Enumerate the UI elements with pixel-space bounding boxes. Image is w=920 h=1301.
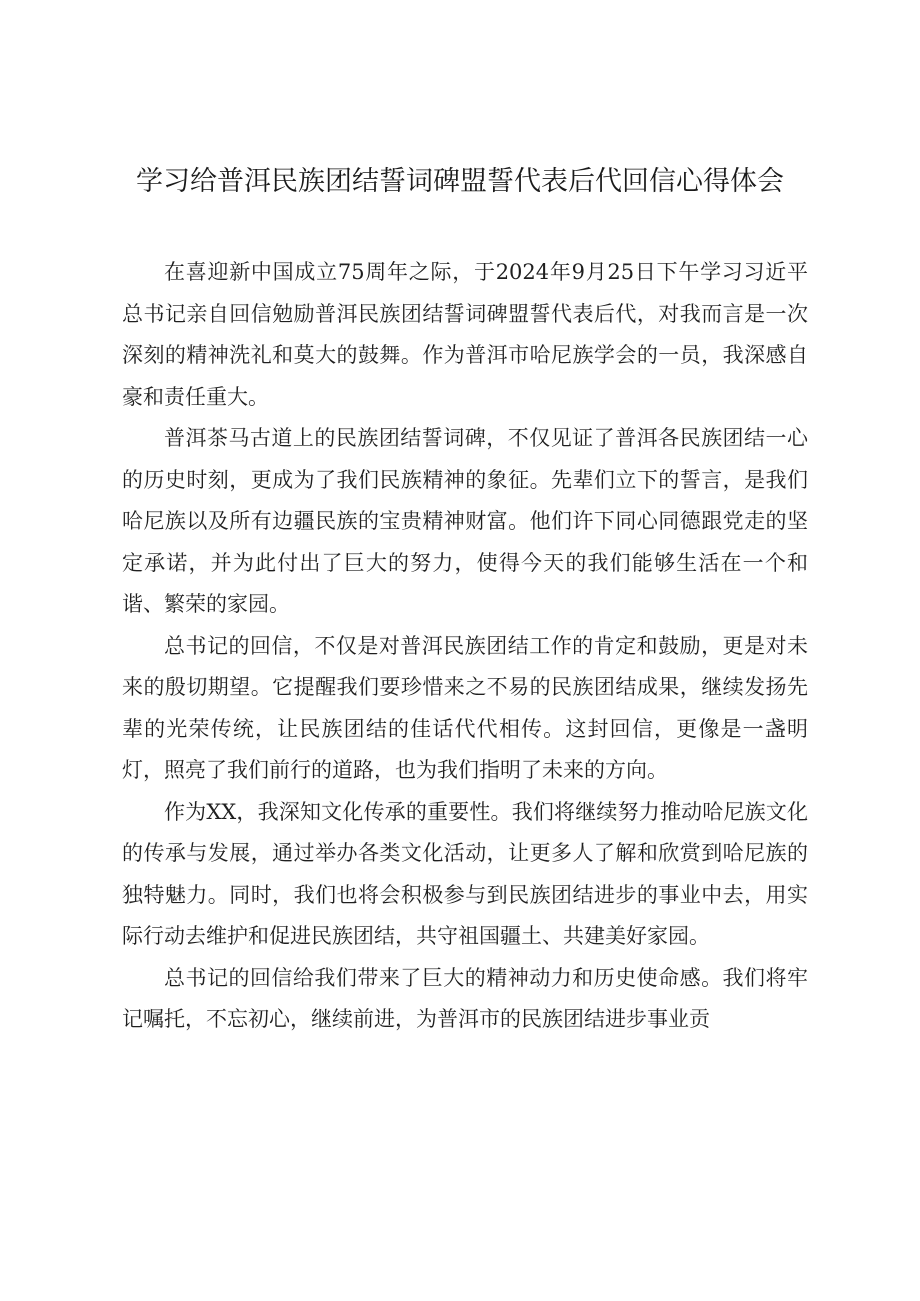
paragraph-5: 总书记的回信给我们带来了巨大的精神动力和历史使命感。我们将牢记嘱托，不忘初心，继续前进，为普洱市的民族团结进步事业贡 bbox=[122, 965, 808, 1031]
document-title: 学习给普洱民族团结誓词碑盟誓代表后代回信心得体会 bbox=[136, 166, 784, 197]
paragraph-3: 总书记的回信，不仅是对普洱民族团结工作的肯定和鼓励，更是对未来的殷切期望。它提醒我们要珍惜来之不易的民族团结成果，继续发扬先辈的光荣传统，让民族团结的佳话代代相传。这封回信，更像是一盏明灯，照亮了我们前行的道路，也为我们指明了未来的方向。 bbox=[122, 633, 808, 782]
paragraph-4: 作为XX，我深知文化传承的重要性。我们将继续努力推动哈尼族文化的传承与发展，通过举办各类文化活动，让更多人了解和欣赏到哈尼族的独特魅力。同时，我们也将会积极参与到民族团结进步的事业中去，用实际行动去维护和促进民族团结，共守祖国疆土、共建美好家园。 bbox=[122, 799, 808, 948]
document-body bbox=[122, 252, 808, 1041]
paragraph-1: 在喜迎新中国成立75周年之际，于2024年9月25日下午学习习近平总书记亲自回信勉励普洱民族团结誓词碑盟誓代表后代，对我而言是一次深刻的精神洗礼和莫大的鼓舞。作为普洱市哈尼族学会的一员，我深感自豪和责任重大。 bbox=[122, 260, 808, 409]
paragraph-2: 普洱茶马古道上的民族团结誓词碑，不仅见证了普洱各民族团结一心的历史时刻，更成为了我们民族精神的象征。先辈们立下的誓言，是我们哈尼族以及所有边疆民族的宝贵精神财富。他们许下同心同德跟党走的坚定承诺，并为此付出了巨大的努力，使得今天的我们能够生活在一个和谐、繁荣的家园。 bbox=[122, 426, 808, 616]
